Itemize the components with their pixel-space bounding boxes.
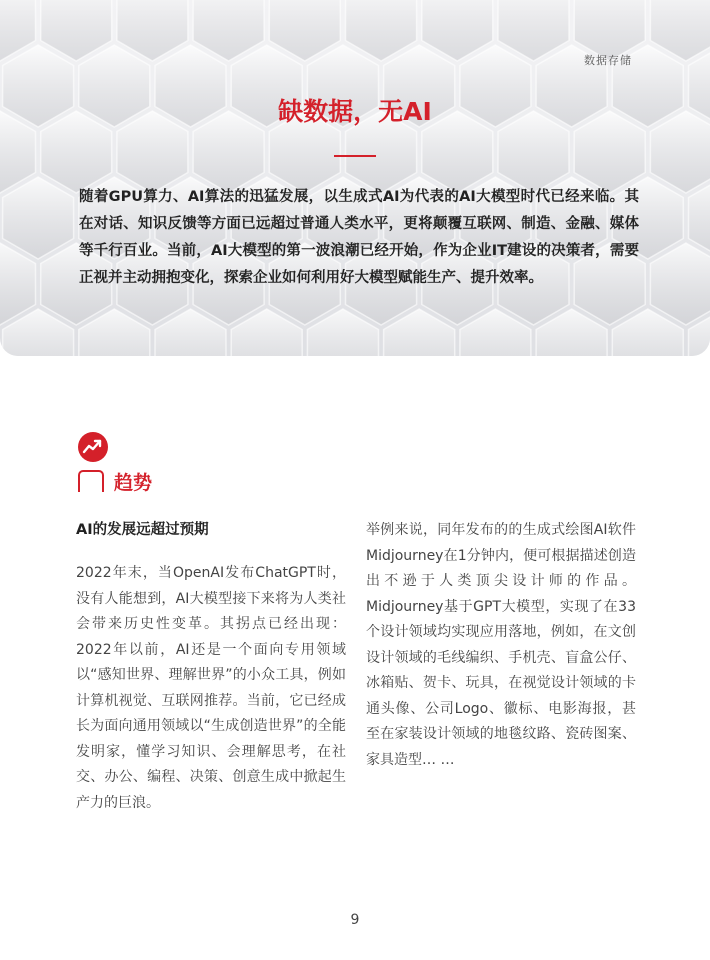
hexagon-shape <box>650 243 710 325</box>
section-label: 数据存储 <box>584 54 632 67</box>
subheading: AI的发展远超过预期 <box>76 522 209 538</box>
right-column <box>366 518 636 773</box>
hero-banner <box>0 0 710 356</box>
paragraph-left: 2022年末，当OpenAI发布ChatGPT时，没有人能想到，AI大模型接下来将为人类社会带来历史性变革。其拐点已经出现：2022年以前，AI还是一个面向专用领域以“感知世界、理解世界”的小众工具，例如计算机视觉、互联网推荐。当前，它已经成长为面向通用领域以“生成创造世界”的全能发明家，懂学习知识、会理解思考，在社交、办公、编程、决策、创意生成中掀起生产力的巨浪。 <box>76 565 346 811</box>
hexagon-shape <box>0 243 36 325</box>
intro-paragraph: 随着GPU算力、AI算法的迅猛发展，以生成式AI为代表的AI大模型时代已经来临。其在对话、知识反馈等方面已远超过普通人类水平，更将颠覆互联网、制造、金融、媒体等千行百业。当前，AI大模型的第一波浪潮已经开始，作为企业IT建设的决策者，需要正视并主动拥抱变化，探索企业如何利用好大模型赋能生产、提升效率。 <box>79 189 639 286</box>
trend-up-icon <box>78 432 108 462</box>
section-bracket <box>78 470 104 492</box>
left-column <box>76 518 346 816</box>
page-title: 缺数据，无AI <box>278 97 432 126</box>
page-number: 9 <box>350 912 360 928</box>
title-underline <box>334 155 376 157</box>
paragraph-right: 举例来说，同年发布的的生成式绘图AI软件Midjourney在1分钟内，便可根据描述创造出不逊于人类顶尖设计师的作品。Midjourney基于GPT大模型，实现了在33个设计领域均实现应用落地，例如，在文创设计领域的毛线编织、手机壳、盲盒公仔、冰箱贴、贺卡、玩具，在视觉设计领域的卡通头像、公司Logo、徽标、电影海报，甚至在家装设计领域的地毯纹路、瓷砖图案、家具造型… … <box>366 522 636 768</box>
section-title: 趋势 <box>114 472 153 494</box>
hexagon-shape <box>3 177 74 259</box>
